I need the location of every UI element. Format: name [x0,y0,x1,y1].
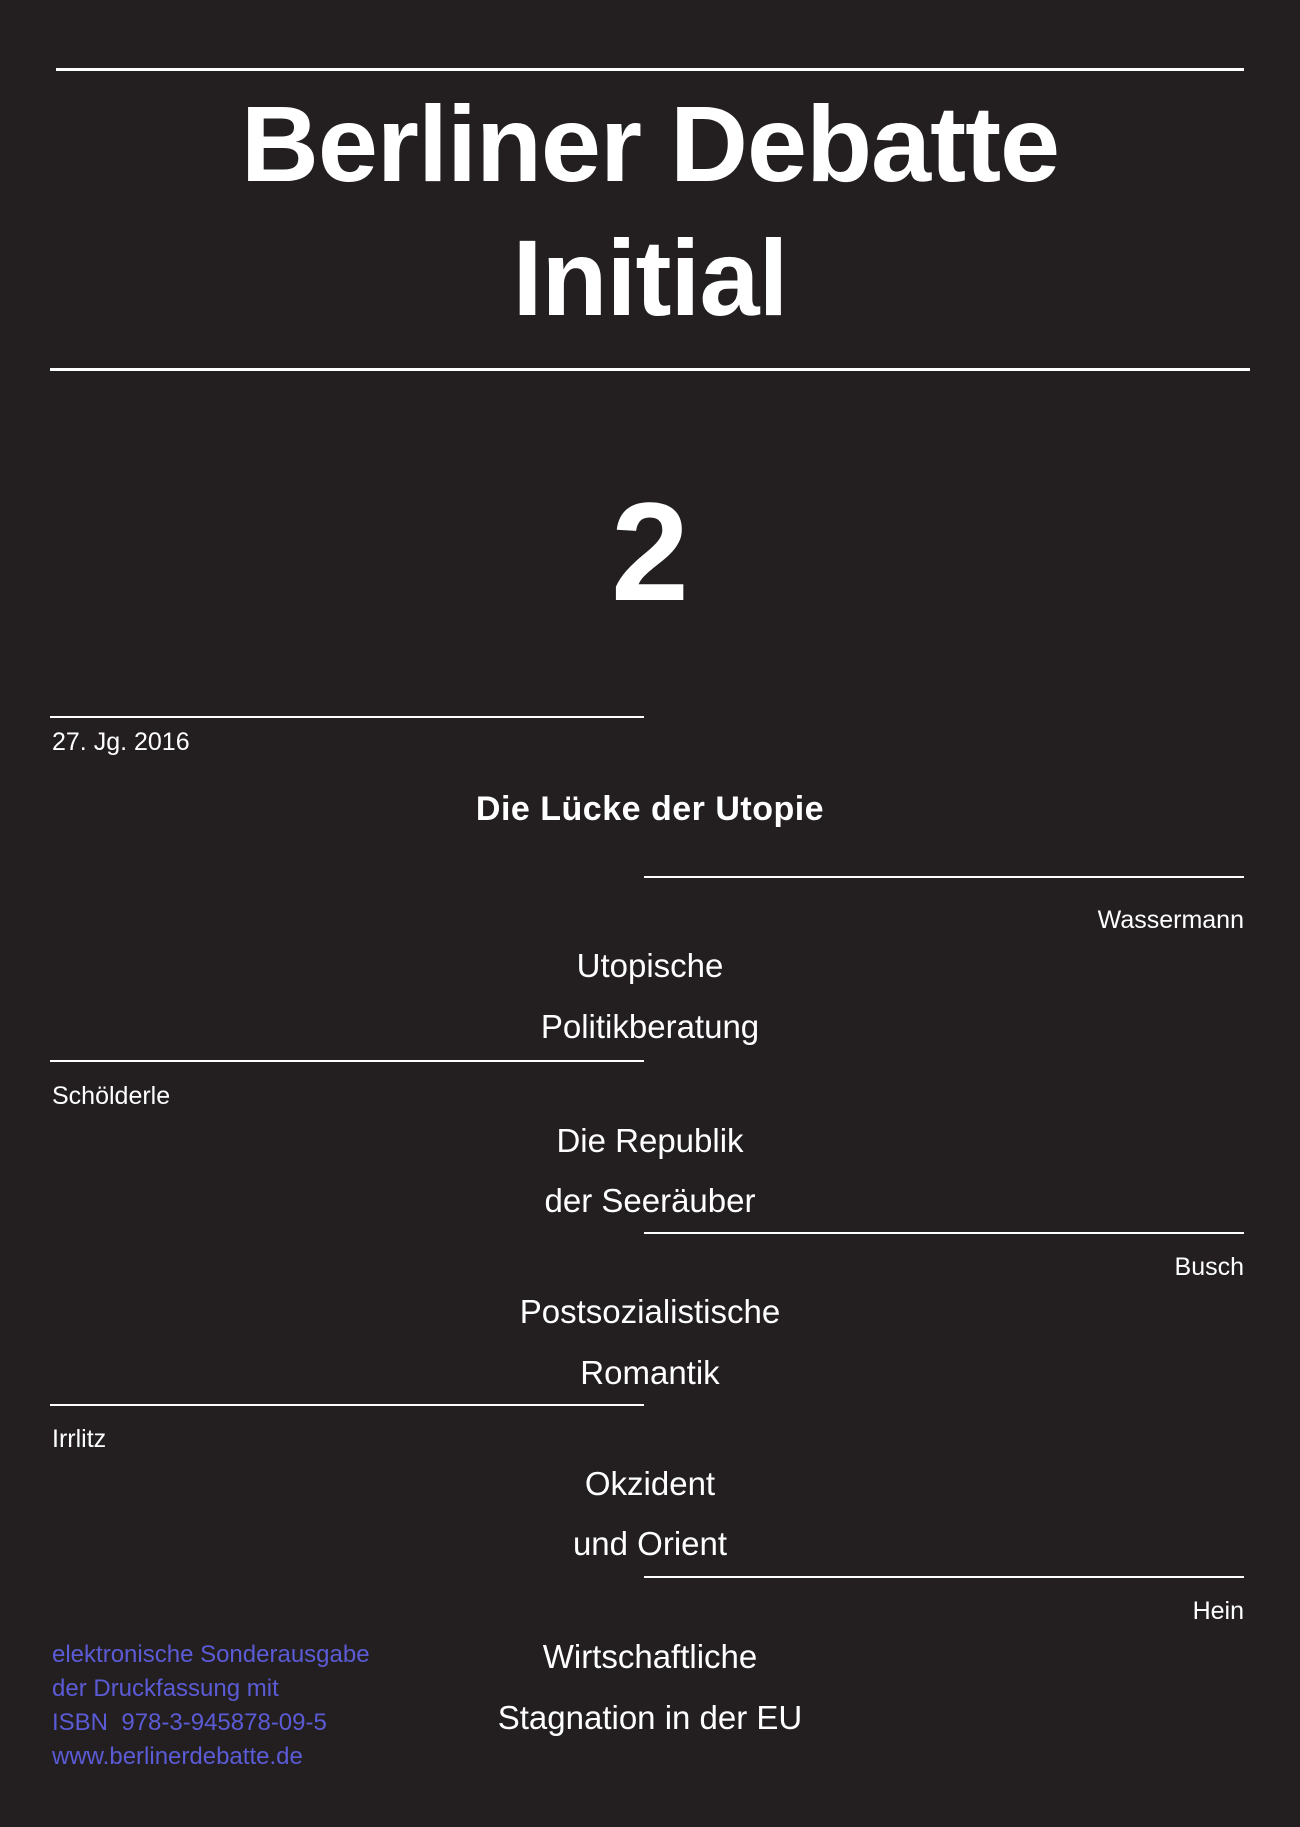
article-title-4-line1: Okzident [584,1465,716,1502]
article-title-1-line1: Utopische [576,947,724,984]
article-title-2-line1: Die Republik [556,1122,744,1159]
volume-rule [50,716,644,718]
edition-note [52,1638,370,1774]
masthead-top-rule [56,68,1244,71]
article-author-1: Wassermann [1097,906,1244,934]
article-rule-2 [50,1060,644,1062]
article-title-5-line2: Stagnation in der EU [497,1699,803,1736]
article-rule-3 [644,1232,1244,1234]
isbn-line: ISBN 978-3-945878-09-5 [52,1709,327,1737]
article-title-3-line2: Romantik [580,1354,720,1391]
masthead-bottom-rule [50,368,1250,371]
article-author-5: Hein [1192,1597,1244,1625]
article-title-5-line1: Wirtschaftliche [542,1638,758,1675]
article-title-4-line2: und Orient [572,1525,728,1562]
article-rule-5 [644,1576,1244,1578]
article-title-1-line2: Politikberatung [540,1008,760,1045]
article-title-3-line1: Postsozialistische [519,1293,781,1330]
edition-note-line2: der Druckfassung mit [52,1675,279,1703]
journal-title-line1: Berliner Debatte [240,83,1060,204]
article-author-4: Irrlitz [52,1425,107,1453]
issue-number: 2 [611,473,689,630]
article-rule-4 [50,1404,644,1406]
article-rule-1 [644,876,1244,878]
article-title-2-line2: der Seeräuber [544,1182,756,1219]
article-author-3: Busch [1174,1253,1244,1281]
journal-title-line2: Initial [512,217,788,338]
page-title: Die Lücke der Utopie [475,790,825,828]
article-author-2: Schölderle [52,1082,171,1110]
edition-note-line1: elektronische Sonderausgabe [52,1641,370,1668]
website-link[interactable]: www.berlinerdebatte.de [52,1743,303,1771]
volume-label: 27. Jg. 2016 [52,728,190,756]
